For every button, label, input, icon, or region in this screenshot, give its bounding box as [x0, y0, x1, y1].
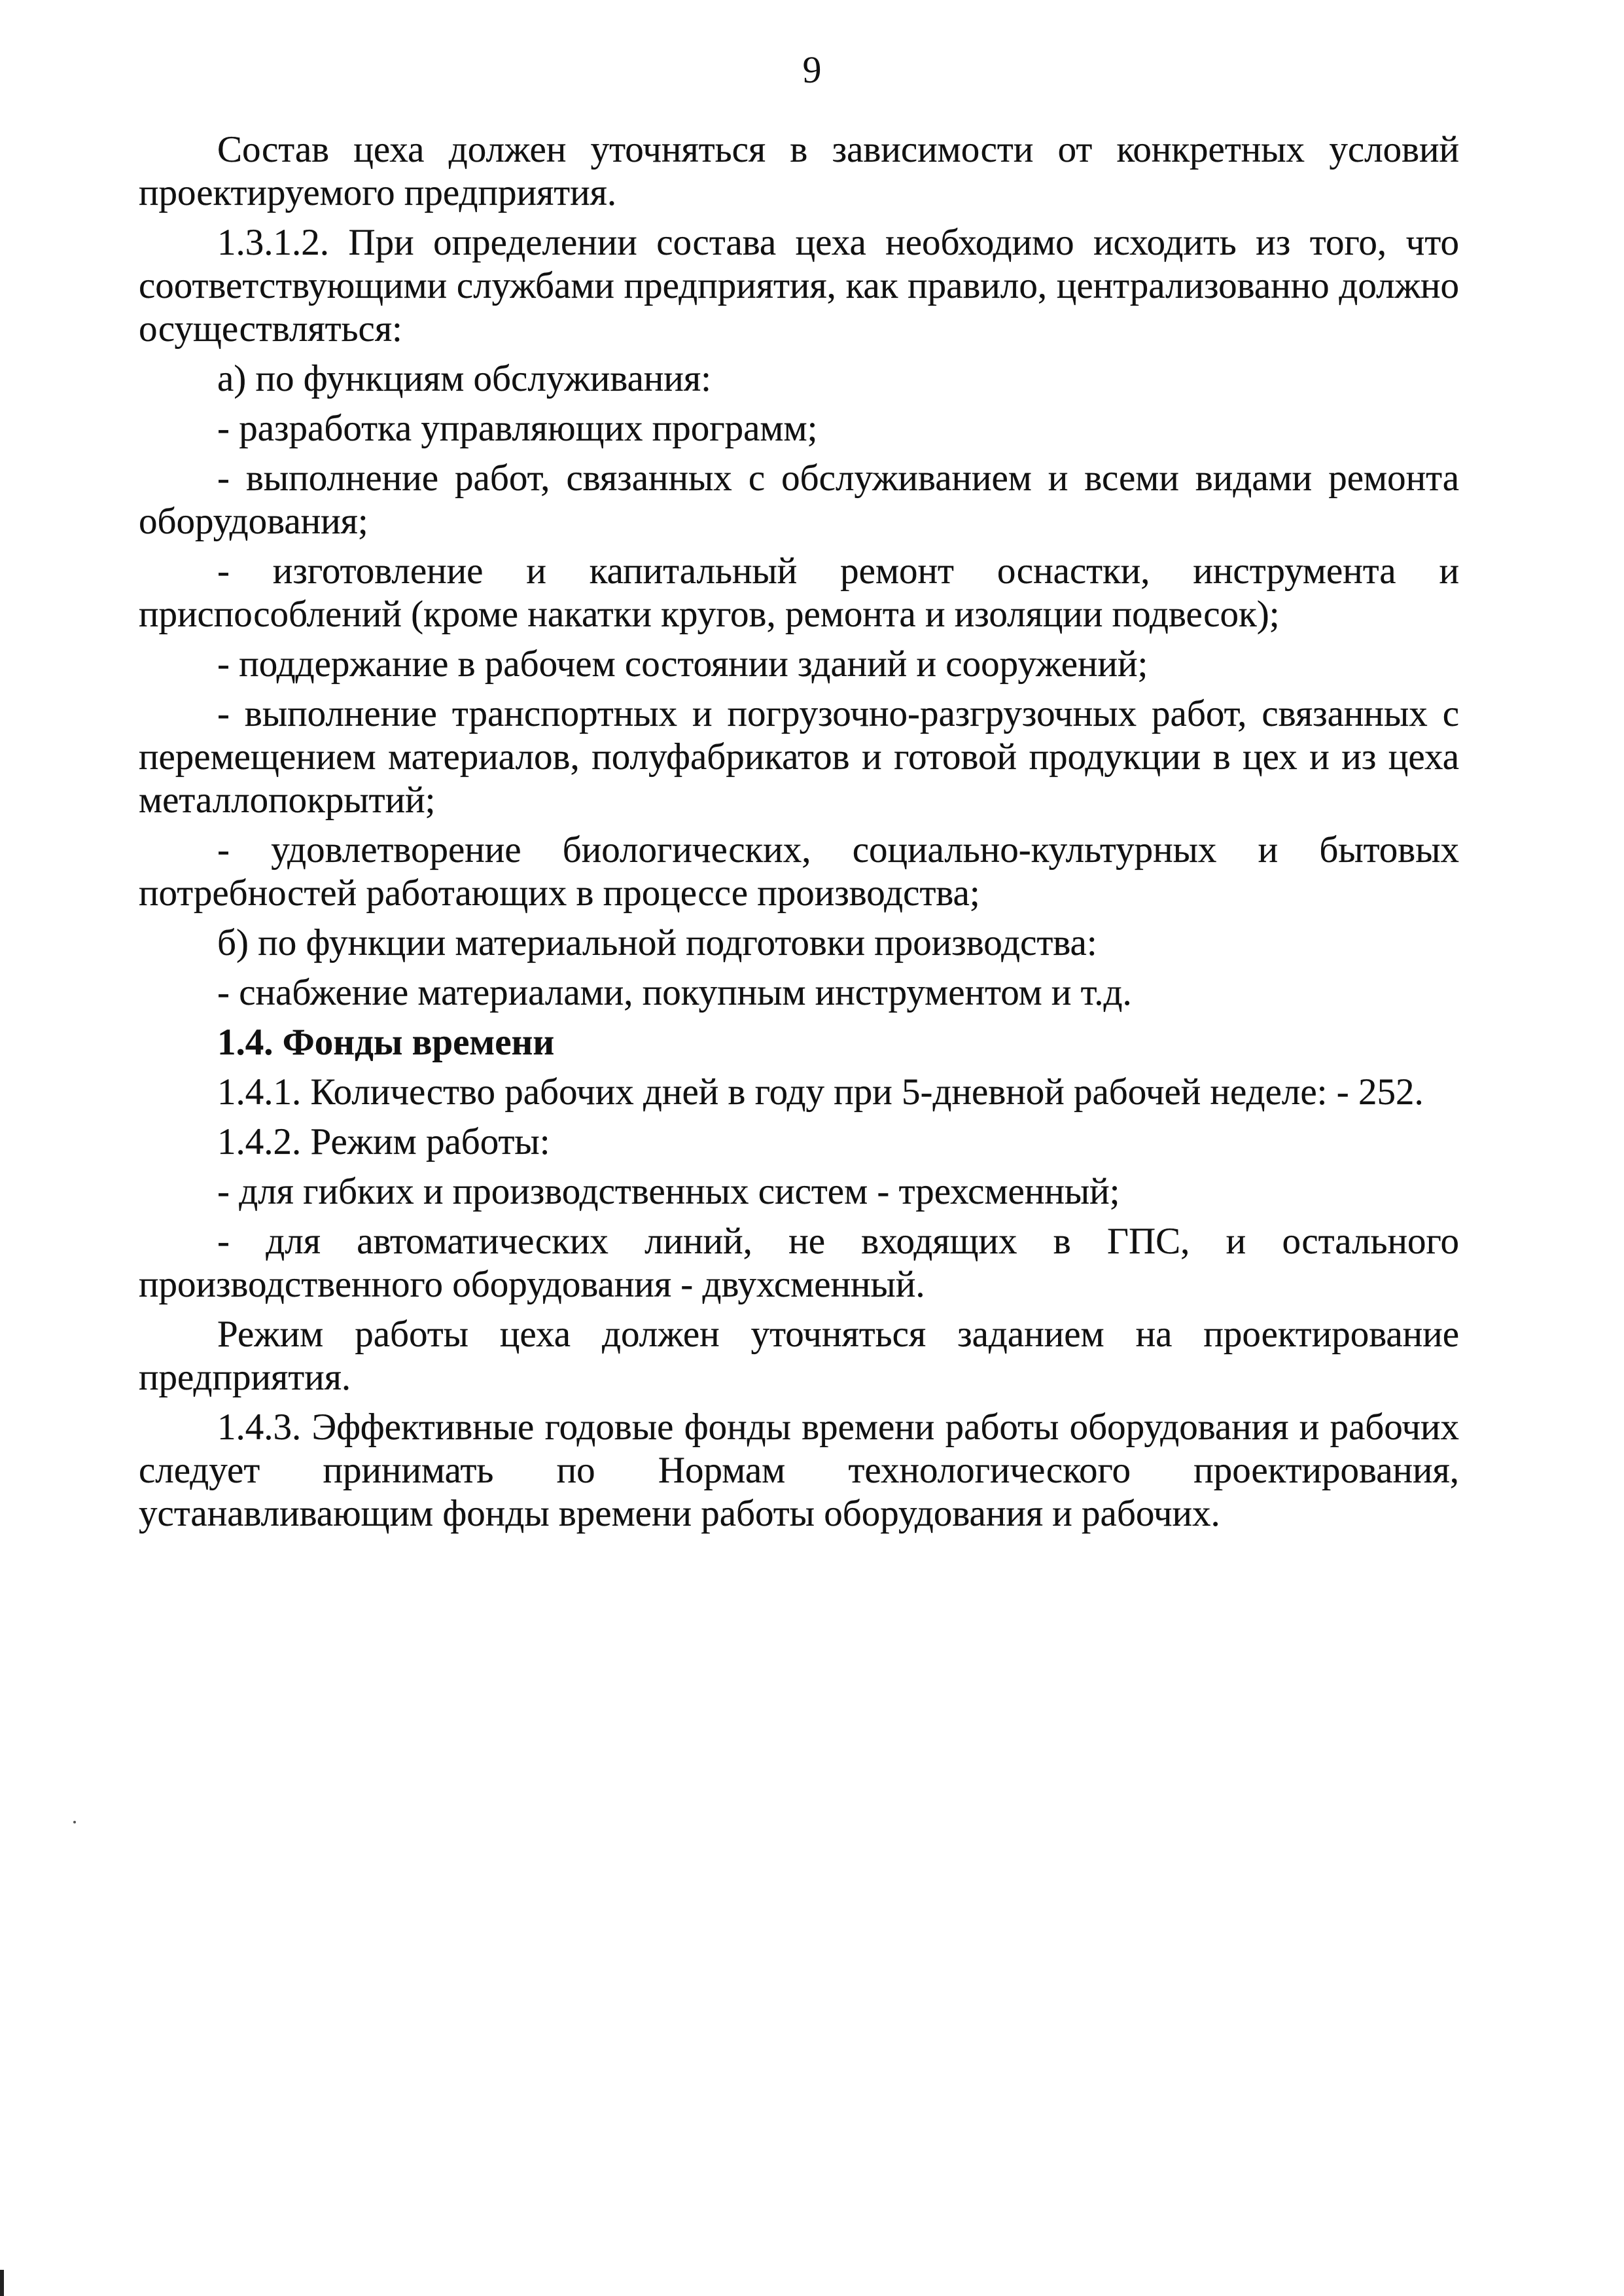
page-number: 9 — [802, 48, 822, 91]
scan-artifact-dot — [73, 1821, 76, 1823]
list-item-automatic-lines: - для автоматических линий, не входящих в ГПС, и остального производственного оборудования - двухсменный. — [139, 1221, 1459, 1305]
paragraph-shop-composition: Состав цеха должен уточняться в зависимости от конкретных условий проектируемого предприятия. — [139, 129, 1459, 213]
list-item-worker-needs: - удовлетворение биологических, социально-культурных и бытовых потребностей работающих в процессе производства; — [139, 829, 1459, 914]
paragraph-1-4-3: 1.4.3. Эффективные годовые фонды времени работы оборудования и рабочих следует принимать по Нормам технологического проектирования, устанавливающим фонды времени работы оборудования и рабочих. — [139, 1407, 1459, 1534]
document-body — [139, 128, 1459, 1542]
scan-artifact-edge-mark — [0, 2270, 4, 2296]
paragraph-shop-mode: Режим работы цеха должен уточняться заданием на проектирование предприятия. — [139, 1314, 1459, 1398]
paragraph-1-4-2: 1.4.2. Режим работы: — [217, 1121, 550, 1162]
list-item-supply: - снабжение материалами, покупным инструментом и т.д. — [217, 972, 1132, 1013]
list-item-flexible-systems: - для гибких и производственных систем - трехсменный; — [217, 1171, 1120, 1212]
list-item-transport-works: - выполнение транспортных и погрузочно-разгрузочных работ, связанных с перемещением материалов, полуфабрикатов и готовой продукции в цех и из цеха металлопокрытий; — [139, 693, 1459, 821]
paragraph-1-3-1-2: 1.3.1.2. При определении состава цеха необходимо исходить из того, что соответствующими службами предприятия, как правило, централизованно должно осуществляться: — [139, 222, 1459, 350]
paragraph-1-4-1: 1.4.1. Количество рабочих дней в году при 5-дневной рабочей неделе: - 252. — [217, 1071, 1424, 1113]
list-heading-material-preparation: б) по функции материальной подготовки производства: — [217, 922, 1097, 963]
section-heading-time-funds: 1.4. Фонды времени — [217, 1022, 555, 1063]
list-item-control-programs: - разработка управляющих программ; — [217, 408, 818, 449]
list-item-equipment-repair: - выполнение работ, связанных с обслуживанием и всеми видами ремонта оборудования; — [139, 457, 1459, 542]
list-heading-service-functions: а) по функциям обслуживания: — [217, 358, 711, 399]
list-item-building-maintenance: - поддержание в рабочем состоянии зданий и сооружений; — [217, 643, 1148, 685]
list-item-tooling-manufacture: - изготовление и капитальный ремонт оснастки, инструмента и приспособлений (кроме накатки кругов, ремонта и изоляции подвесок); — [139, 550, 1459, 635]
